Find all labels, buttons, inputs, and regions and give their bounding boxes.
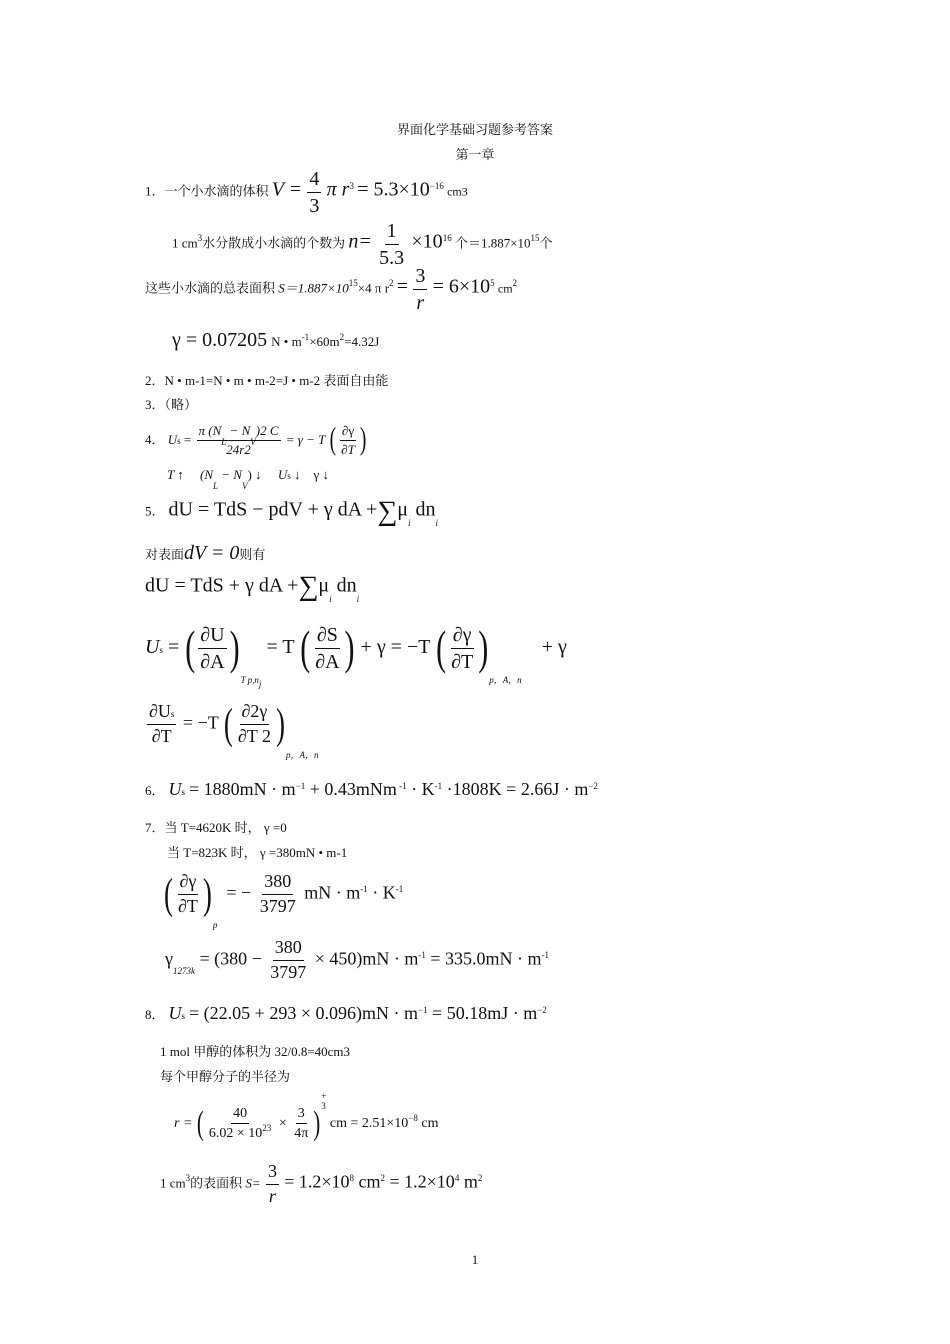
- fraction: $\frac{380}{3797}$: [270, 937, 307, 982]
- problem-8-volume: 1 mol 甲醇的体积为 32/0.8=40cm3: [160, 1044, 351, 1059]
- fraction: $\frac{3}{r}$: [415, 265, 426, 314]
- problem-4: 4． Us = $\frac{\pi (N_L - N_V)2 C}{24r2}$ = γ − T ( $\frac{\partial\gamma}{\partial T}$ ): [145, 423, 367, 458]
- partial-fraction: $\frac{\partial\gamma}{\partial T}$: [178, 871, 198, 916]
- problem-4-trend: T ↑ $(N_L - N_V)$ ↓ Us ↓ γ ↓: [167, 467, 329, 491]
- page-title: 界面化学基础习题参考答案: [396, 122, 553, 137]
- fraction: $\frac{4}{3}$: [309, 168, 320, 217]
- problem-1-count: 1 $cm^3$水分散成小水滴的个数为 n= $\frac{1}{5.3}$ $\times 10^{16}$ 个$=1.887\times 10^{15}$个: [172, 220, 553, 269]
- problem-5-equation: dU = TdS + γ dA $+\sum\mu_i$ $dn_i$: [145, 571, 360, 604]
- fraction: $\frac{\pi (N_L - N_V)2 C}{24r2}$: [198, 423, 279, 458]
- partial-fraction: $\frac{\partial S}{\partial A}$: [315, 624, 340, 673]
- page-number: 1: [471, 1252, 479, 1267]
- problem-5-condition: 对表面dV = 0则有: [145, 542, 266, 564]
- partial-fraction: $\frac{\partial Us}{\partial T}$: [149, 701, 175, 746]
- fraction: $\frac{3}{4\pi}$: [294, 1106, 309, 1142]
- problem-8: 8． $Us = (22.05 + 293 \times 0.096)mN \cdot m^{-1} = 50.18mJ \cdot m^{-2}$: [145, 1003, 547, 1023]
- problem-2: 2．N • m-1=N • m • m-2=J • m-2 表面自由能: [145, 373, 389, 388]
- problem-number: 1．: [145, 183, 165, 199]
- problem-1-area: 这些小水滴的总表面积 $S=1.887\times 10^{15}\times 4$ π $r^2$ = $\frac{3}{r}$ = $6\times 10^5$ $cm^2$: [145, 265, 518, 314]
- problem-7-case: 当 T=823K 时， γ =380mN • m-1: [167, 845, 348, 860]
- problem-7-result: $\gamma_{1273k} = (380$ − $\frac{380}{3797}$ × $450)mN \cdot m^{-1} = 335.0mN \cdot m^{-1}$: [165, 937, 550, 982]
- problem-8-area: 1 $cm^3$的表面积 S= $\frac{3}{r}$ = $1.2\times 10^8$ $cm^2 = 1.2\times 10^4$ $m^2$: [160, 1161, 483, 1206]
- fraction: $\frac{40}{6.02 \times 10^{23}}$: [208, 1106, 272, 1142]
- problem-5: 5． dU = TdS − pdV + γ dA $+\sum\mu_i$ $dn_i$: [145, 496, 439, 528]
- problem-text: 一个小水滴的体积: [164, 183, 269, 199]
- problem-5-derivative: $\frac{\partial Us}{\partial T}$ = −T ( $\frac{\partial 2\gamma}{\partial T 2}$ )$_{p,A,n}$: [149, 699, 319, 761]
- problem-6: 6． $Us = 1880mN \cdot m^{-1} + 0.43mNm$ $^{-1} \cdot K^{-1} \cdot 1808K = 2.66J \cdot m^{-2}$: [145, 779, 598, 799]
- partial-fraction: $\frac{\partial 2\gamma}{\partial T 2}$: [237, 701, 271, 746]
- fraction: $\frac{1}{5.3}$: [379, 220, 405, 269]
- problem-1-energy: γ = 0.07205 N • $m^{-1}\times 60m^2=4.32J$: [172, 329, 380, 351]
- partial-fraction: $\frac{\partial\gamma}{\partial T}$: [451, 624, 474, 673]
- partial-fraction: $\frac{\partial U}{\partial A}$: [200, 624, 225, 673]
- problem-8-radius: r = ( $\frac{40}{6.02 \times 10^{23}}$ × $\frac{3}{4\pi}$ ) + 3 cm = $2.51\times 10^{-8}$ cm: [174, 1091, 439, 1143]
- problem-5-surface-energy: Us = ( $\frac{\partial U}{\partial A}$ )$_{T p,nj} = T$ ( $\frac{\partial S}{\partial A}$ ) + γ = −T ( $\frac{\partial\gamma}{\partial T}$ )$_{p,A,n}$ + γ: [145, 621, 567, 690]
- problem-3: 3．（略）: [145, 397, 198, 412]
- problem-7: 7．当 T=4620K 时， γ =0: [145, 820, 287, 835]
- problem-1: 1．一个小水滴的体积 V = $\frac{4}{3}$ π $r^3 = 5.3\times 10^{-16}$ cm3: [145, 168, 468, 217]
- partial-fraction: $\frac{\partial\gamma}{\partial T}$: [341, 423, 355, 458]
- problem-8-radius-label: 每个甲醇分子的半径为: [160, 1069, 291, 1084]
- problem-7-slope: ( $\frac{\partial\gamma}{\partial T}$ )$_p$ = − $\frac{380}{3797}$ mN · $m^{-1} \cdot K^{-1}$: [164, 869, 404, 931]
- chapter-heading: 第一章: [455, 147, 495, 162]
- fraction: $\frac{380}{3797}$: [259, 871, 296, 916]
- fraction: $\frac{3}{r}$: [267, 1161, 277, 1206]
